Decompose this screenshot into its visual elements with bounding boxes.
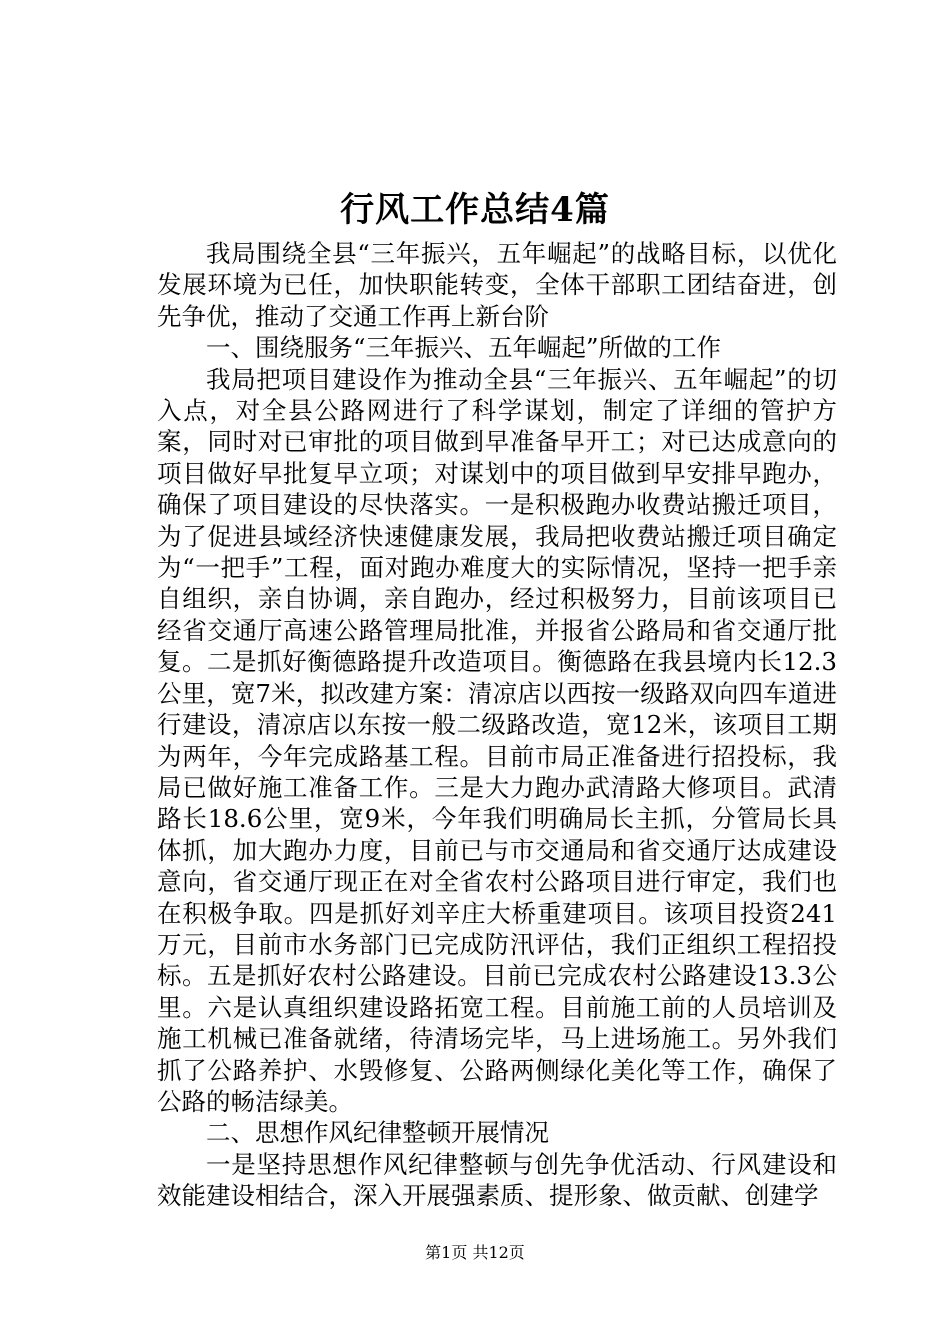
paragraph-intro: 我局围绕全县“三年振兴，五年崛起”的战略目标，以优化发展环境为已任，加快职能转变，全体干部职工团结奋进，创先争优，推动了交通工作再上新台阶 <box>157 239 837 331</box>
document-body <box>157 238 837 1212</box>
document-title: 行风工作总结4篇 <box>340 190 610 230</box>
page-number-footer: 第1页 共12页 <box>425 1243 525 1262</box>
section-heading-1: 一、围绕服务“三年振兴、五年崛起”所做的工作 <box>206 333 722 363</box>
section-heading-2: 二、思想作风纪律整顿开展情况 <box>206 1118 549 1148</box>
paragraph-rectification: 一是坚持思想作风纪律整顿与创先争优活动、行风建设和效能建设相结合，深入开展强素质、提形象、做贡献、创建学 <box>157 1149 837 1211</box>
paragraph-projects: 我局把项目建设作为推动全县“三年振兴、五年崛起”的切入点，对全县公路网进行了科学谋划，制定了详细的管护方案，同时对已审批的项目做到早准备早开工；对已达成意向的项目做好早批复早立项；对谋划中的项目做到早安排早跑办，确保了项目建设的尽快落实。一是积极跑办收费站搬迁项目，为了促进县域经济快速健康发展，我局把收费站搬迁项目确定为“一把手”工程，面对跑办难度大的实际情况，坚持一把手亲自组织，亲自协调，亲自跑办，经过积极努力，目前该项目已经省交通厅高速公路管理局批准，并报省公路局和省交通厅批复。二是抓好衡德路提升改造项目。衡德路在我县境内长12.3公里，宽7米，拟改建方案：清凉店以西按一级路双向四车道进行建设，清凉店以东按一般二级路改造，宽12米，该项目工期为两年，今年完成路基工程。目前市局正准备进行招投标，我局已做好施工准备工作。三是大力跑办武清路大修项目。武清路长18.6公里，宽9米，今年我们明确局长主抓，分管局长具体抓，加大跑办力度，目前已与市交通局和省交通厅达成建设意向，省交通厅现正在对全省农村公路项目进行审定，我们也在积极争取。四是抓好刘辛庄大桥重建项目。该项目投资241万元，目前市水务部门已完成防汛评估，我们正组织工程招投标。五是抓好农村公路建设。目前已完成农村公路建设13.3公里。六是认真组织建设路拓宽工程。目前施工前的人员培训及施工机械已准备就绪，待清场完毕，马上进场施工。另外我们抓了公路养护、水毁修复、公路两侧绿化美化等工作，确保了公路的畅洁绿美。 <box>157 364 837 1116</box>
